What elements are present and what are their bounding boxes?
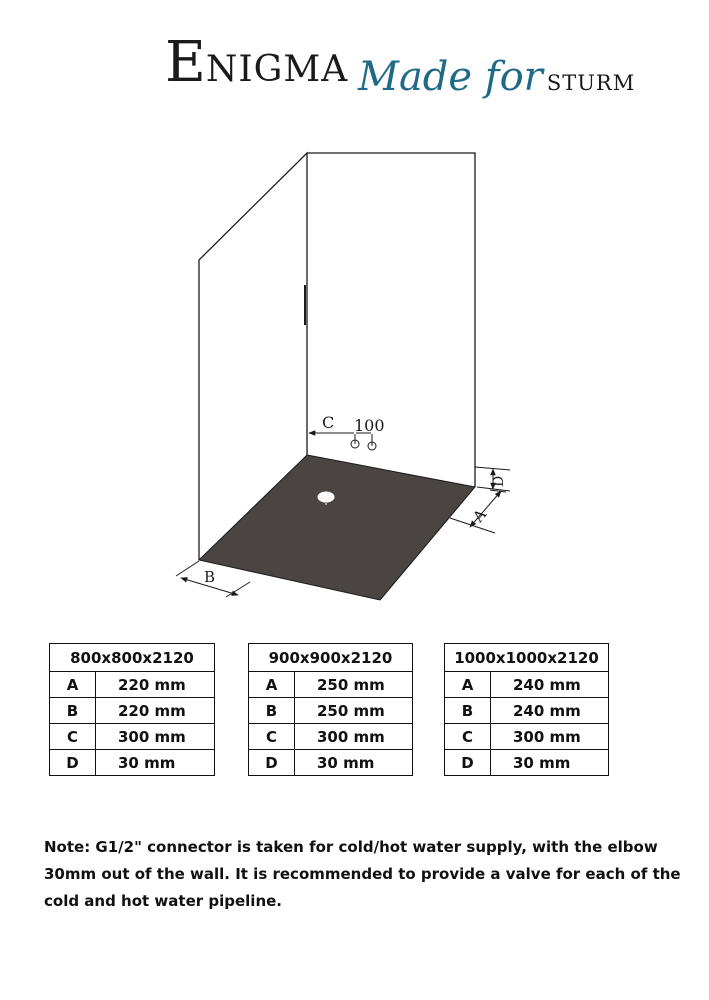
shower-tray [199,455,475,600]
dimension-c-label: C [322,413,335,432]
table-row: A 220 mm [50,672,215,698]
tagline-script: Made for [358,54,543,100]
table-row: D 30 mm [445,750,609,776]
table-title: 800x800x2120 [50,644,215,672]
brand-initial: E [165,30,206,95]
dimension-d-label: D [491,475,507,487]
table-row: B 240 mm [445,698,609,724]
back-wall-edge [307,153,475,487]
table-title: 1000x1000x2120 [445,644,609,672]
table-row: A 250 mm [249,672,413,698]
table-title: 900x900x2120 [249,644,413,672]
size-table-900 [248,643,413,776]
water-connectors [351,434,376,450]
table-row: D 30 mm [50,750,215,776]
installation-note: Note: G1/2" connector is taken for cold/hot water supply, with the elbow 30mm out of the wall. It is recommended to provide a valve for each of the cold and hot water pipeline. [44,838,681,910]
table-row: C 300 mm [445,724,609,750]
table-row: A 240 mm [445,672,609,698]
table-row: C 300 mm [249,724,413,750]
table-row: B 220 mm [50,698,215,724]
table-row: C 300 mm [50,724,215,750]
dimension-b-label: B [204,568,216,586]
size-table-800 [49,643,215,776]
brand-name-rest: NIGMA [205,49,349,90]
size-table-1000 [444,643,609,776]
tagline-brand: STURM [546,71,636,95]
table-row: B 250 mm [249,698,413,724]
table-row: D 30 mm [249,750,413,776]
dimension-c-value: 100 [354,416,385,435]
dimension-a-label: A [469,505,491,526]
